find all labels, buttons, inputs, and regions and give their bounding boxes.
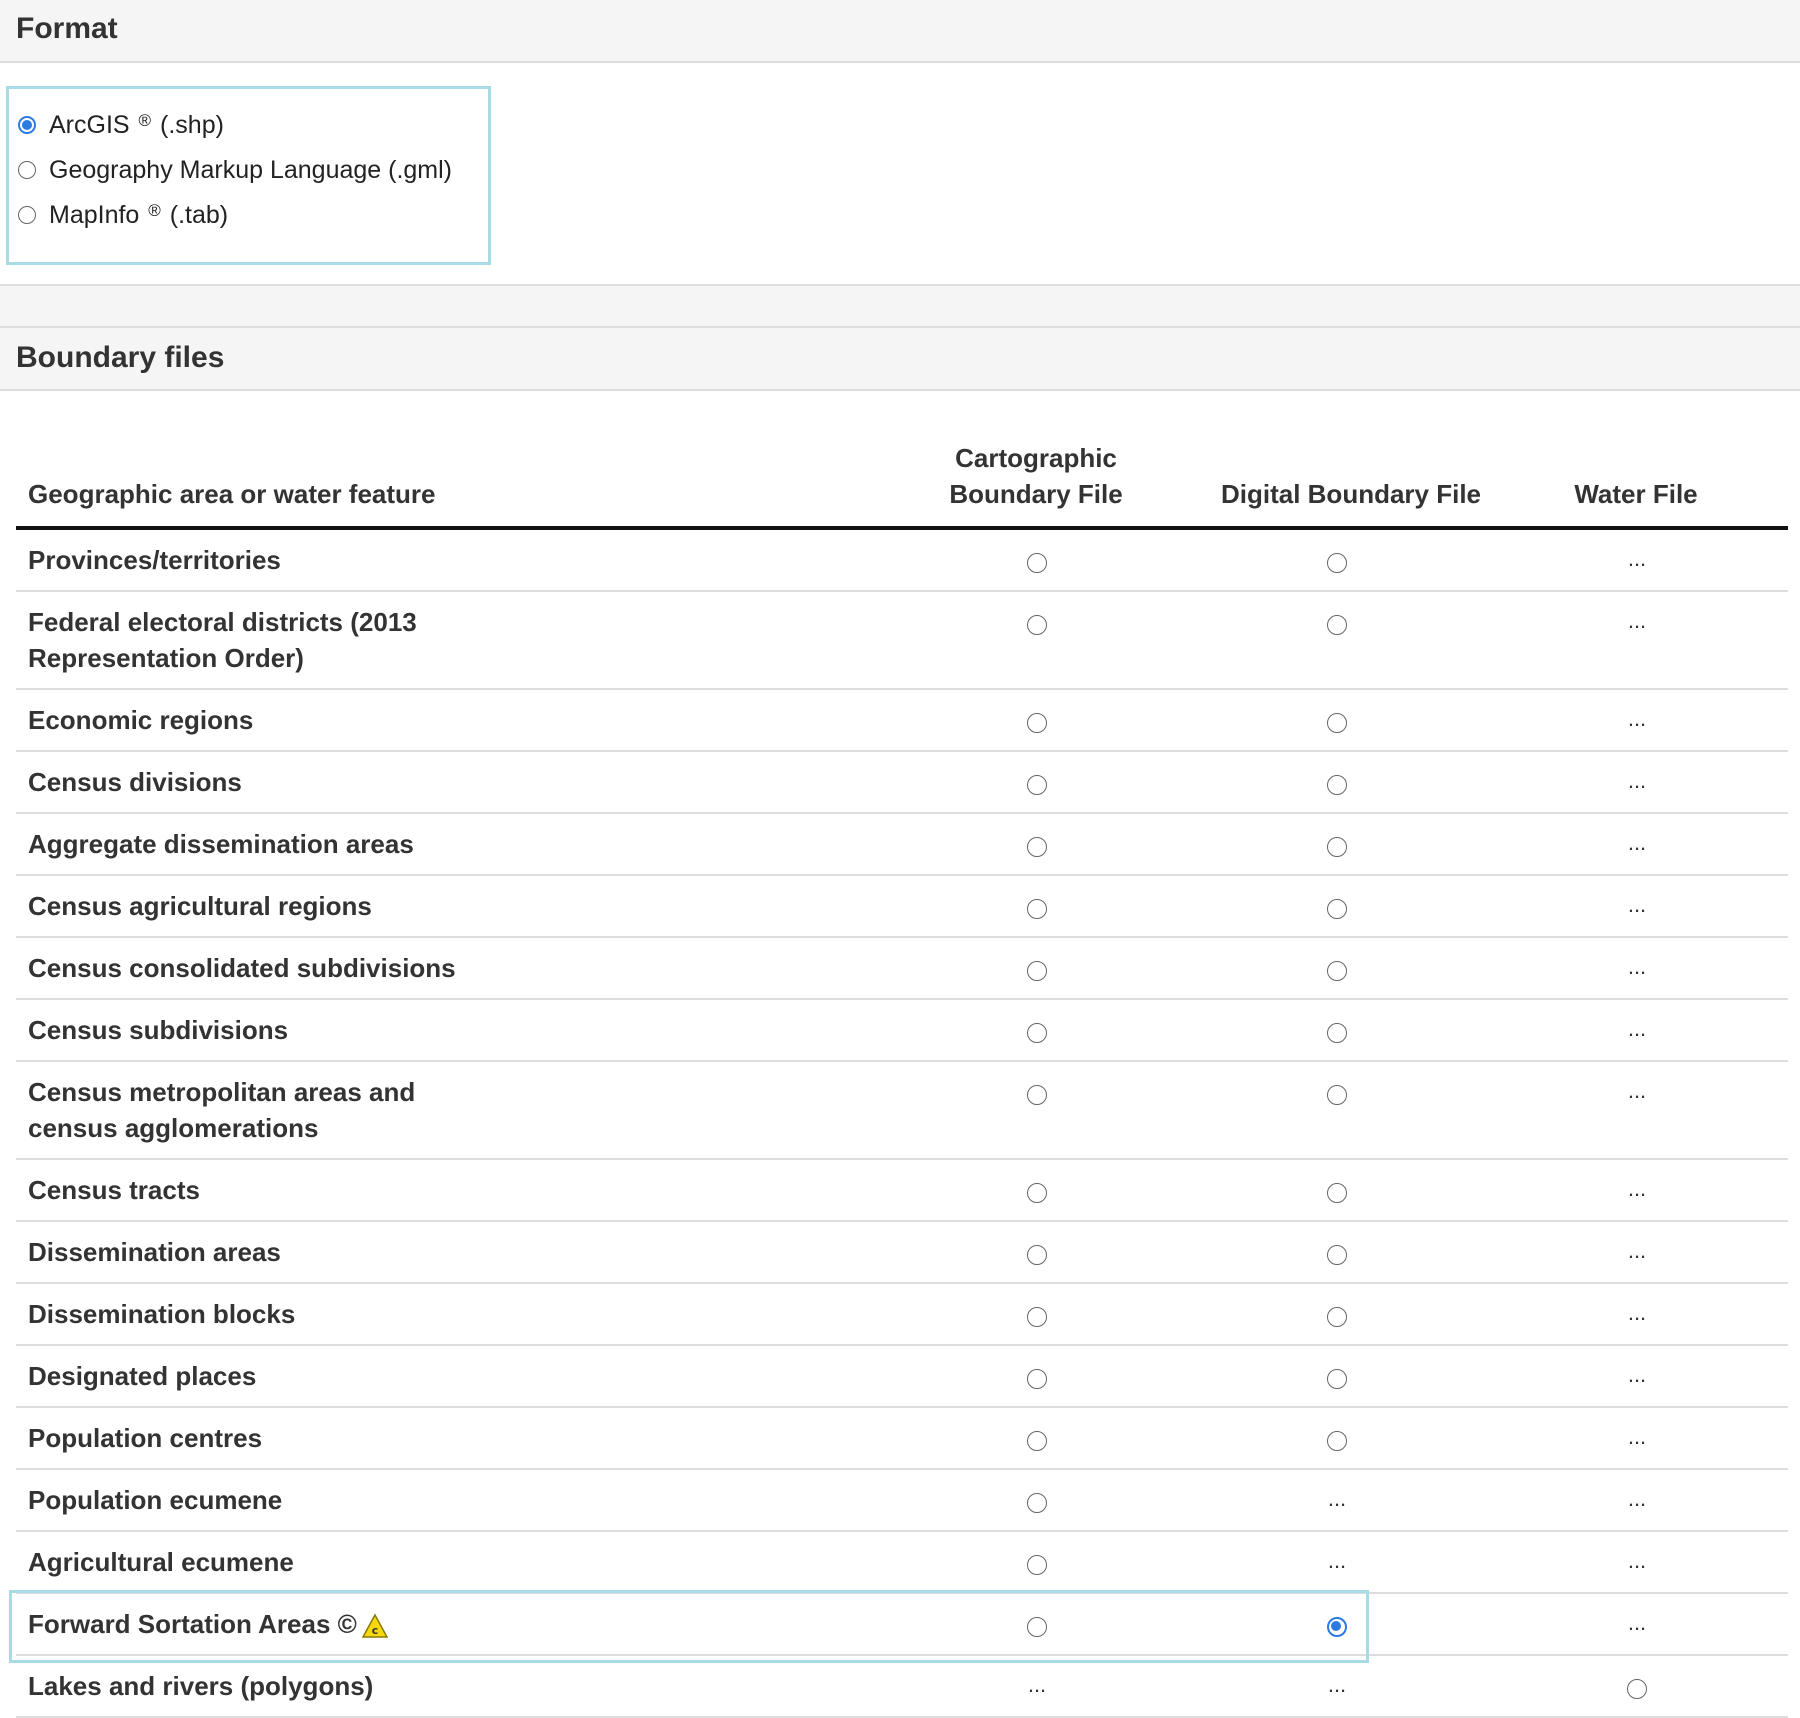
row-label-text: Census metropolitan areas and census agglomerations — [28, 1077, 416, 1143]
radio-digital[interactable] — [1327, 1431, 1347, 1451]
table-row — [16, 1532, 1788, 1594]
carto-radio-cell[interactable] — [1022, 1240, 1052, 1270]
table-row — [16, 1000, 1788, 1062]
row-label-text: Census subdivisions — [28, 1015, 289, 1045]
digital-radio-cell[interactable] — [1322, 548, 1352, 578]
carto-radio-cell[interactable] — [1022, 1426, 1052, 1456]
digital-radio-cell[interactable] — [1322, 1612, 1352, 1642]
format-option-label: MapInfo — [49, 200, 140, 229]
row-label — [28, 1544, 294, 1580]
row-label — [28, 1172, 200, 1208]
row-label-text: Census tracts — [28, 1175, 200, 1205]
not-available-water: ... — [1627, 1238, 1647, 1263]
svg-text:c: c — [371, 1624, 379, 1638]
section-divider — [0, 284, 1800, 326]
carto-radio-cell[interactable] — [1022, 1612, 1052, 1642]
not-available-water: ... — [1627, 1078, 1647, 1103]
table-row — [16, 592, 1788, 690]
row-label — [28, 826, 414, 862]
column-header-cartographic: Cartographic Boundary File — [949, 443, 1123, 509]
row-label-text: Population ecumene — [28, 1485, 283, 1515]
not-available-digital: ... — [1327, 1672, 1347, 1697]
carto-radio-cell[interactable] — [1022, 708, 1052, 738]
not-available-digital: ... — [1327, 1486, 1347, 1511]
row-label-text: Lakes and rivers (polygons) — [28, 1671, 374, 1701]
carto-radio-cell[interactable] — [1022, 1080, 1052, 1110]
radio-digital[interactable] — [1327, 837, 1347, 857]
radio-digital[interactable] — [1327, 1307, 1347, 1327]
radio-digital[interactable] — [1327, 899, 1347, 919]
table-row — [16, 938, 1788, 1000]
table-row — [16, 1222, 1788, 1284]
radio-carto[interactable] — [1027, 1493, 1047, 1513]
table-row — [16, 814, 1788, 876]
not-available-water: ... — [1627, 1300, 1647, 1325]
format-option-label: Geography Markup Language (.gml) — [49, 155, 453, 184]
radio-digital[interactable] — [1327, 1617, 1347, 1637]
not-available-water: ... — [1627, 1362, 1647, 1387]
row-label-text: Designated places — [28, 1361, 257, 1391]
radio-carto[interactable] — [1027, 899, 1047, 919]
not-available-water: ... — [1627, 1176, 1647, 1201]
row-label-text: Economic regions — [28, 705, 254, 735]
not-available-water: ... — [1627, 954, 1647, 979]
boundary-title: Boundary files — [16, 341, 225, 374]
radio-carto[interactable] — [1027, 1183, 1047, 1203]
format-radio-group — [6, 86, 491, 265]
row-label — [28, 950, 456, 986]
table-row — [16, 690, 1788, 752]
not-available-digital: ... — [1327, 1548, 1347, 1573]
carto-radio-cell[interactable] — [1022, 1488, 1052, 1518]
not-available-water: ... — [1627, 1610, 1647, 1635]
column-header-water: Water File — [1574, 479, 1698, 509]
row-label-text: Census agricultural regions — [28, 891, 372, 921]
not-available-water: ... — [1627, 706, 1647, 731]
radio-digital[interactable] — [1327, 1183, 1347, 1203]
carto-radio-cell[interactable] — [1022, 1550, 1052, 1580]
carto-radio-cell[interactable] — [1022, 894, 1052, 924]
radio-carto[interactable] — [1027, 1617, 1047, 1637]
digital-radio-cell[interactable] — [1322, 1302, 1352, 1332]
table-row — [16, 1062, 1788, 1160]
carto-radio-cell[interactable] — [1022, 956, 1052, 986]
radio-carto[interactable] — [1027, 837, 1047, 857]
carto-radio-cell[interactable] — [1022, 832, 1052, 862]
format-section-header — [0, 0, 1800, 63]
table-row — [16, 1656, 1788, 1718]
table-row — [16, 1470, 1788, 1532]
not-available-water: ... — [1627, 608, 1647, 633]
radio-gml[interactable] — [18, 161, 36, 179]
boundary-section-header — [0, 326, 1800, 391]
table-row — [16, 1408, 1788, 1470]
digital-radio-cell[interactable] — [1322, 894, 1352, 924]
radio-carto[interactable] — [1027, 1245, 1047, 1265]
radio-digital[interactable] — [1327, 1085, 1347, 1105]
water-radio-cell[interactable] — [1622, 1674, 1652, 1704]
radio-carto[interactable] — [1027, 1555, 1047, 1575]
radio-mapinfo[interactable] — [18, 206, 36, 224]
table-row — [16, 530, 1788, 592]
digital-radio-cell[interactable] — [1322, 610, 1352, 640]
radio-arcgis[interactable] — [18, 116, 36, 134]
radio-carto[interactable] — [1027, 961, 1047, 981]
table-row — [16, 1346, 1788, 1408]
not-available-water: ... — [1627, 1016, 1647, 1041]
format-option-mapinfo[interactable] — [18, 195, 228, 235]
radio-digital[interactable] — [1327, 713, 1347, 733]
carto-radio-cell[interactable] — [1022, 1018, 1052, 1048]
not-available-water: ... — [1627, 546, 1647, 571]
radio-carto[interactable] — [1027, 1369, 1047, 1389]
registered-mark: ® — [138, 111, 152, 130]
row-label — [28, 1358, 256, 1394]
table-row — [16, 876, 1788, 938]
warning-icon — [361, 1613, 389, 1639]
row-label — [28, 1012, 288, 1048]
row-label-text: Census divisions — [28, 767, 242, 797]
format-option-ext: (.shp) — [160, 110, 224, 139]
table-row — [16, 1284, 1788, 1346]
column-header-digital: Digital Boundary File — [1220, 479, 1482, 509]
row-label-text: Census consolidated subdivisions — [28, 953, 456, 983]
format-title: Format — [16, 12, 118, 45]
registered-mark: ® — [148, 201, 161, 220]
format-option-label: ArcGIS — [49, 110, 130, 139]
radio-water[interactable] — [1627, 1679, 1647, 1699]
not-available-water: ... — [1627, 768, 1647, 793]
table-header — [16, 430, 1788, 530]
not-available-water: ... — [1627, 1486, 1647, 1511]
digital-radio-cell[interactable] — [1322, 1426, 1352, 1456]
radio-digital[interactable] — [1327, 553, 1347, 573]
not-available-carto: ... — [1027, 1672, 1047, 1697]
radio-digital[interactable] — [1327, 615, 1347, 635]
row-label — [28, 1606, 389, 1642]
row-label — [28, 1074, 488, 1146]
not-available-water: ... — [1627, 1424, 1647, 1449]
row-label-text: Provinces/territories — [28, 545, 281, 575]
digital-radio-cell[interactable] — [1322, 1018, 1352, 1048]
row-label-text: Forward Sortation Areas © — [28, 1609, 357, 1639]
row-label — [28, 1420, 262, 1456]
radio-carto[interactable] — [1027, 1307, 1047, 1327]
row-label-text: Dissemination areas — [28, 1237, 281, 1267]
carto-radio-cell[interactable] — [1022, 1178, 1052, 1208]
table-row — [16, 752, 1788, 814]
row-label — [28, 1234, 281, 1270]
row-label — [28, 1668, 373, 1704]
row-label-text: Agricultural ecumene — [28, 1547, 294, 1577]
radio-digital[interactable] — [1327, 961, 1347, 981]
format-option-gml[interactable] — [18, 150, 452, 190]
radio-carto[interactable] — [1027, 553, 1047, 573]
format-option-ext: (.tab) — [169, 200, 229, 229]
radio-digital[interactable] — [1327, 1369, 1347, 1389]
digital-radio-cell[interactable] — [1322, 770, 1352, 800]
row-label — [28, 888, 372, 924]
radio-digital[interactable] — [1327, 775, 1347, 795]
row-label-text: Population centres — [28, 1423, 263, 1453]
column-header-area: Geographic area or water feature — [28, 479, 436, 509]
carto-radio-cell[interactable] — [1022, 610, 1052, 640]
radio-carto[interactable] — [1027, 1085, 1047, 1105]
row-label-text: Federal electoral districts (2013 Representation Order) — [28, 607, 417, 673]
row-label-text: Aggregate dissemination areas — [28, 829, 414, 859]
radio-carto[interactable] — [1027, 1023, 1047, 1043]
radio-carto[interactable] — [1027, 1431, 1047, 1451]
digital-radio-cell[interactable] — [1322, 1240, 1352, 1270]
digital-radio-cell[interactable] — [1322, 1080, 1352, 1110]
radio-digital[interactable] — [1327, 1023, 1347, 1043]
digital-radio-cell[interactable] — [1322, 956, 1352, 986]
row-label-text: Dissemination blocks — [28, 1299, 296, 1329]
digital-radio-cell[interactable] — [1322, 1178, 1352, 1208]
not-available-water: ... — [1627, 1548, 1647, 1573]
radio-digital[interactable] — [1327, 1245, 1347, 1265]
digital-radio-cell[interactable] — [1322, 708, 1352, 738]
radio-carto[interactable] — [1027, 713, 1047, 733]
carto-radio-cell[interactable] — [1022, 770, 1052, 800]
not-available-water: ... — [1627, 830, 1647, 855]
row-label — [28, 764, 242, 800]
carto-radio-cell[interactable] — [1022, 1364, 1052, 1394]
table-row — [16, 1160, 1788, 1222]
radio-carto[interactable] — [1027, 615, 1047, 635]
digital-radio-cell[interactable] — [1322, 1364, 1352, 1394]
row-label — [28, 1482, 282, 1518]
row-label — [28, 542, 281, 578]
row-label — [28, 702, 253, 738]
format-option-arcgis[interactable] — [18, 105, 224, 145]
carto-radio-cell[interactable] — [1022, 1302, 1052, 1332]
carto-radio-cell[interactable] — [1022, 548, 1052, 578]
row-label — [28, 1296, 295, 1332]
not-available-water: ... — [1627, 892, 1647, 917]
table-row — [16, 1594, 1788, 1656]
radio-carto[interactable] — [1027, 775, 1047, 795]
digital-radio-cell[interactable] — [1322, 832, 1352, 862]
row-label — [28, 604, 488, 676]
